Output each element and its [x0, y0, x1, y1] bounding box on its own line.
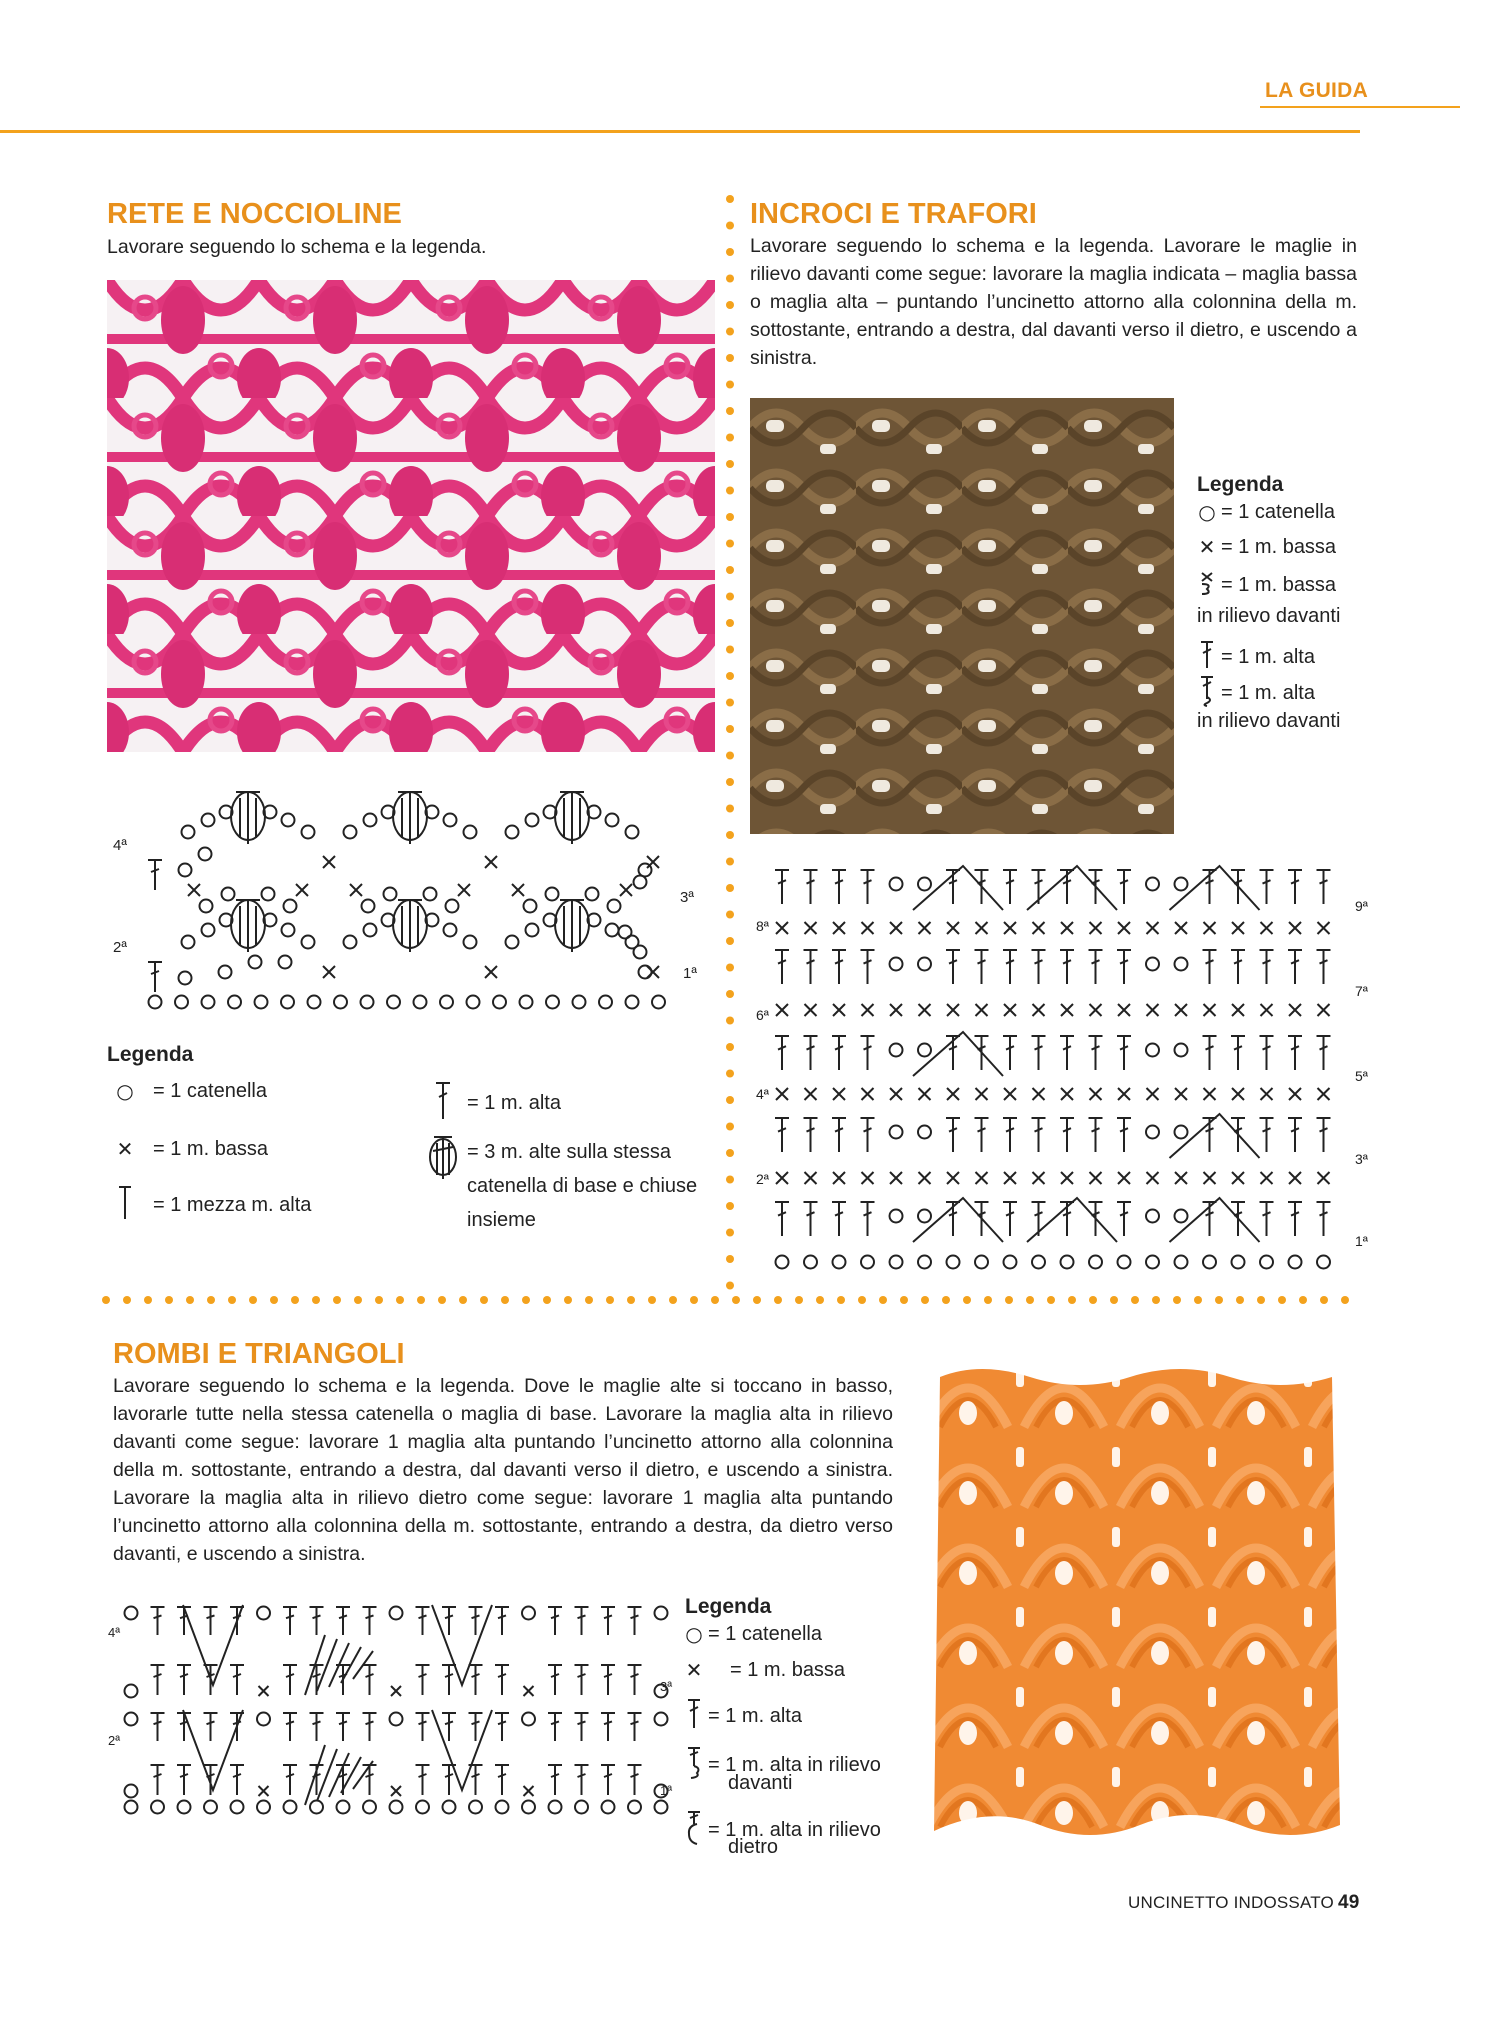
section-text-rete-e-noccioline: Lavorare seguendo lo schema e la legenda.: [107, 236, 487, 258]
front-post-double-crochet-icon: [1197, 675, 1217, 712]
legend-label: = 3 m. alte sulla stessa catenella di base e chiuse insieme: [467, 1141, 698, 1231]
legend-item: [425, 1081, 561, 1126]
chart-row-label: 9ª: [1355, 898, 1368, 914]
single-crochet-icon: ✕: [116, 1137, 134, 1161]
magazine-title: UNCINETTO INDOSSATO: [1128, 1893, 1334, 1912]
chart-row-label: 3ª: [1355, 1151, 1368, 1167]
chart-row-label: 1ª: [660, 1783, 673, 1798]
section-title-incroci-e-trafori: INCROCI E TRAFORI: [750, 198, 1037, 230]
half-double-crochet-icon: [107, 1185, 143, 1226]
header-rule-thin: [1260, 106, 1460, 108]
front-post-single-crochet-icon: [1197, 570, 1217, 601]
legend-label: = 1 catenella: [153, 1079, 267, 1102]
chart-row-label: 6ª: [756, 1007, 769, 1023]
cluster-stitch-icon: [425, 1135, 461, 1186]
legend-label: = 1 catenella: [1221, 500, 1335, 523]
back-post-double-crochet-icon: [682, 1810, 706, 1851]
front-post-double-crochet-icon: [682, 1746, 706, 1785]
legend-2: [1197, 500, 1367, 740]
double-crochet-icon: [425, 1081, 461, 1126]
legend-item: [425, 1135, 707, 1237]
legend-label: = 1 m. alta in rilievo: [708, 1754, 881, 1776]
page-number: 49: [1337, 1892, 1360, 1913]
stitch-chart-rete-e-noccioline: [105, 782, 715, 1014]
footer: [1128, 1892, 1359, 1914]
double-crochet-icon: [682, 1698, 706, 1735]
stitch-chart-rombi-e-triangoli: [105, 1595, 685, 1835]
legend-extra: in rilievo davanti: [1197, 605, 1341, 627]
chart-row-label: 2ª: [756, 1171, 769, 1187]
horizontal-dotted-divider: [100, 1293, 1370, 1307]
legend-item: [1197, 675, 1315, 712]
double-crochet-icon: [1197, 640, 1217, 675]
chart-row-label: 7ª: [1355, 983, 1368, 999]
single-crochet-icon: ✕: [685, 1658, 703, 1682]
legend-item: [1197, 570, 1336, 601]
chain-stitch-icon: ○: [685, 1622, 703, 1646]
legend-title: Legenda: [685, 1595, 772, 1618]
legend-label: = 1 m. bassa: [1221, 535, 1337, 558]
chart-row-label: 3ª: [660, 1679, 673, 1694]
legend-extra: dietro: [728, 1836, 779, 1858]
legend-extra: in rilievo davanti: [1197, 710, 1341, 732]
chain-stitch-icon: ○: [1198, 500, 1216, 524]
section-text-rombi-e-triangoli: Lavorare seguendo lo schema e la legenda. Dove le maglie alte si toccano in basso, lavorarle tutte nella stessa catenella o maglia di base. Lavorare la maglia alta in rilievo davanti come segue: lavorare 1 maglia alta puntando l’uncinetto attorno alla colonnina della m. sottostante, entrando a destra, dal davanti verso il dietro, e uscendo a sinistra. Lavorare la maglia alta in rilievo dietro come segue: lavorare 1 maglia alta puntando l’uncinetto attorno alla colonnina della m. sottostante, entrando a destra, da dietro verso davanti, e uscendo a sinistra.: [113, 1375, 893, 1565]
legend-title: Legenda: [1197, 473, 1284, 496]
chart-row-label: 4ª: [113, 837, 127, 854]
chart-row-label: 2ª: [108, 1733, 121, 1748]
chart-row-label: 3ª: [680, 889, 694, 906]
section-title-rombi-e-triangoli: ROMBI E TRIANGOLI: [113, 1338, 405, 1370]
brown-swatch-photo: [750, 398, 1174, 834]
orange-swatch-photo: [920, 1355, 1352, 1851]
header-rule: [0, 130, 1360, 133]
chart-row-label: 4ª: [756, 1086, 769, 1102]
chart-row-label: 4ª: [108, 1625, 121, 1640]
legend-label: = 1 m. bassa: [1221, 574, 1337, 596]
legend-item: [1197, 500, 1335, 524]
pink-swatch-photo: [107, 280, 715, 752]
legend-label: = 1 catenella: [708, 1622, 822, 1645]
chain-stitch-icon: ○: [116, 1079, 134, 1103]
legend-3: [682, 1622, 922, 1872]
legend-label: = 1 m. alta: [467, 1092, 561, 1114]
legend-item: [682, 1698, 802, 1735]
legend-label: = 1 m. alta: [1221, 646, 1315, 668]
legend-item: [1197, 535, 1336, 559]
legend-item: [1197, 640, 1315, 675]
stitch-chart-incroci-e-trafori: [752, 856, 1372, 1276]
legend-label: = 1 m. alta: [708, 1705, 802, 1727]
legend-item: [682, 1810, 881, 1851]
chart-row-label: 8ª: [756, 918, 769, 934]
chart-row-label: 1ª: [1355, 1233, 1368, 1249]
legend-extra: davanti: [728, 1772, 793, 1794]
legend-item: [682, 1658, 845, 1682]
legend-title: Legenda: [107, 1043, 194, 1066]
section-text-incroci-e-trafori: Lavorare seguendo lo schema e la legenda. Lavorare le maglie in rilievo davanti come segue: lavorare la maglia indicata – maglia bassa o maglia alta – puntando l’uncinetto attorno alla colonnina della m. sottostante, entrando a destra, dal davanti verso il dietro, e uscendo a sinistra.: [750, 235, 1357, 369]
legend-item: [107, 1079, 267, 1103]
legend-label: = 1 m. bassa: [153, 1137, 269, 1160]
chart-row-label: 5ª: [1355, 1068, 1368, 1084]
legend-item: [107, 1137, 268, 1161]
legend-item: [107, 1185, 311, 1226]
legend-label: = 1 m. alta: [1221, 682, 1315, 704]
legend-label: = 1 m. bassa: [730, 1658, 846, 1681]
legend-label: = 1 m. alta in rilievo: [708, 1819, 881, 1841]
legend-item: [682, 1622, 822, 1646]
chart-row-label: 1ª: [683, 965, 697, 982]
legend-label: = 1 mezza m. alta: [153, 1194, 312, 1216]
single-crochet-icon: ✕: [1198, 535, 1216, 559]
section-title-rete-e-noccioline: RETE E NOCCIOLINE: [107, 198, 402, 230]
chart-row-label: 2ª: [113, 939, 127, 956]
legend-1: [107, 1075, 727, 1245]
section-header-label: LA GUIDA: [1265, 79, 1369, 102]
